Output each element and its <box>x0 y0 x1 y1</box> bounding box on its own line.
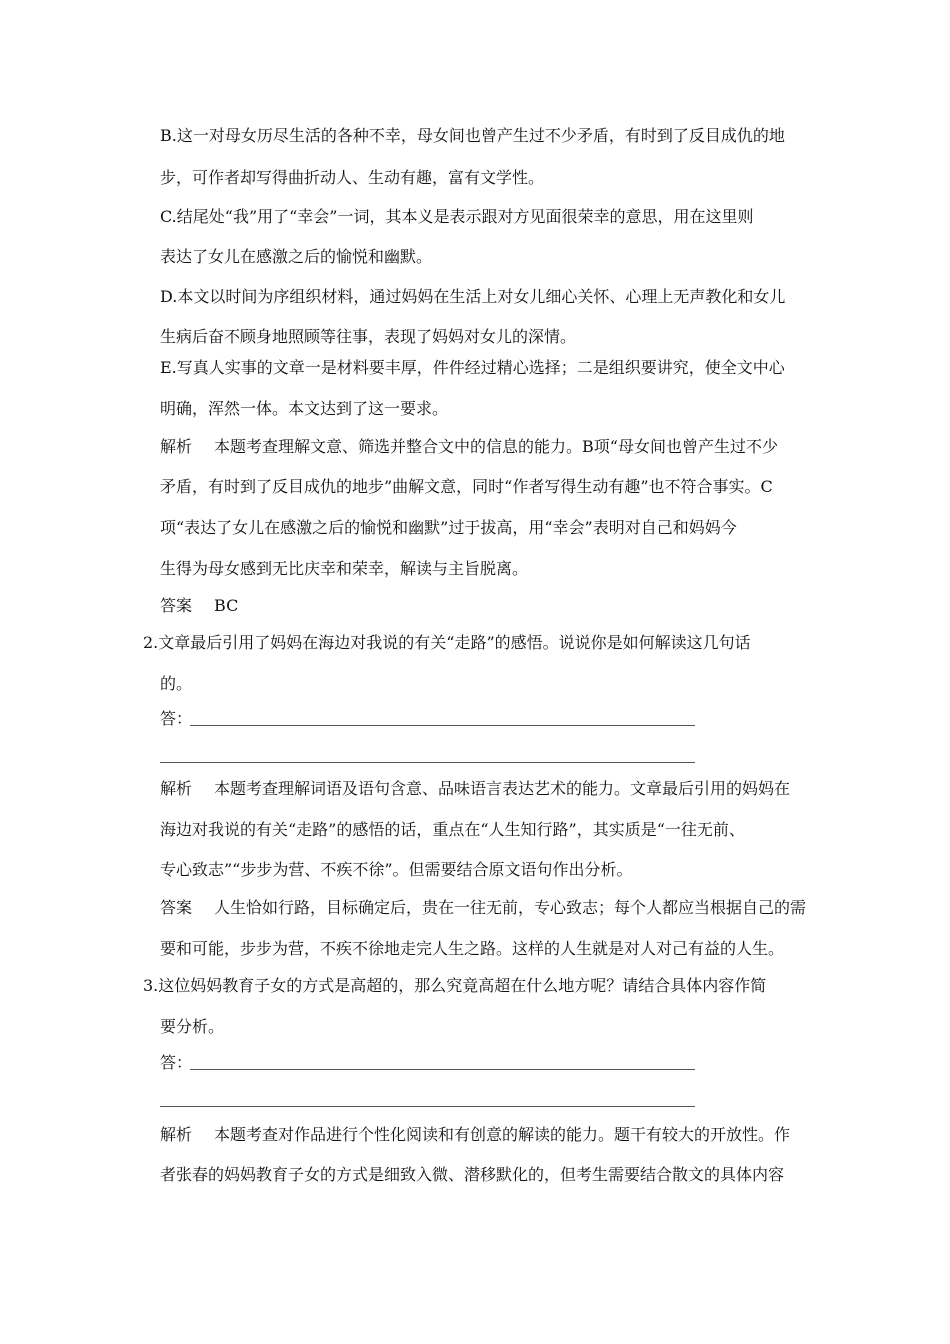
q2-answer-prompt: 答： <box>160 709 193 728</box>
q1-answer <box>160 596 238 616</box>
option-e-line-2: 明确，浑然一体。本文达到了这一要求。 <box>160 399 449 418</box>
option-d-line-2: 生病后奋不顾身地照顾等往事，表现了妈妈对女儿的深情。 <box>160 327 577 346</box>
q3-answer-line-1[interactable] <box>190 1069 695 1070</box>
analysis-label: 解析 <box>160 1125 193 1144</box>
q1-analysis-line-1 <box>160 437 778 457</box>
option-c-line-1: C.结尾处“我”用了“幸会”一词，其本义是表示跟对方见面很荣幸的意思，用在这里则 <box>160 207 754 226</box>
q1-analysis-line-4: 生得为母女感到无比庆幸和荣幸，解读与主旨脱离。 <box>160 559 529 578</box>
analysis-text: 本题考查理解文意、筛选并整合文中的信息的能力。B项“母女间也曾产生过不少 <box>214 437 778 456</box>
option-b-line-1: B.这一对母女历尽生活的各种不幸，母女间也曾产生过不少矛盾，有时到了反目成仇的地 <box>160 126 785 145</box>
q3-analysis-line-1 <box>160 1125 790 1145</box>
option-b-line-2: 步，可作者却写得曲折动人、生动有趣，富有文学性。 <box>160 168 545 187</box>
q2-analysis-line-2: 海边对我说的有关“走路”的感悟的话，重点在“人生知行路”，其实质是“一往无前、 <box>160 820 745 839</box>
q3-answer-prompt: 答： <box>160 1053 193 1072</box>
question-3-line-1: 3.这位妈妈教育子女的方式是高超的，那么究竟高超在什么地方呢？请结合具体内容作简 <box>143 976 767 995</box>
q1-analysis-line-2: 矛盾，有时到了反目成仇的地步”曲解文意，同时“作者写得生动有趣”也不符合事实。C <box>160 477 773 496</box>
q2-answer-line-a <box>160 898 806 918</box>
q2-answer-line-1[interactable] <box>190 725 695 726</box>
q1-analysis-line-3: 项“表达了女儿在感激之后的愉悦和幽默”过于拔高，用“幸会”表明对自己和妈妈今 <box>160 518 737 537</box>
question-3-line-2: 要分析。 <box>160 1017 225 1036</box>
q2-analysis-line-3: 专心致志”“步步为营、不疾不徐”。但需要结合原文语句作出分析。 <box>160 860 633 879</box>
analysis-text: 本题考查理解词语及语句含意、品味语言表达艺术的能力。文章最后引用的妈妈在 <box>214 779 791 798</box>
answer-label: 答案 <box>160 898 193 917</box>
analysis-text: 本题考查对作品进行个性化阅读和有创意的解读的能力。题干有较大的开放性。作 <box>214 1125 791 1144</box>
option-c-line-2: 表达了女儿在感激之后的愉悦和幽默。 <box>160 247 433 266</box>
q3-answer-line-2[interactable] <box>160 1106 695 1107</box>
q2-answer-line-b: 要和可能，步步为营，不疾不徐地走完人生之路。这样的人生就是对人对己有益的人生。 <box>160 939 785 958</box>
question-2-line-2: 的。 <box>160 674 193 693</box>
answer-label: 答案 <box>160 596 193 615</box>
answer-text: BC <box>214 596 239 615</box>
option-e-line-1: E.写真人实事的文章一是材料要丰厚，件件经过精心选择；二是组织要讲究，使全文中心 <box>160 358 785 377</box>
analysis-label: 解析 <box>160 779 193 798</box>
q2-answer-line-2[interactable] <box>160 762 695 763</box>
q2-analysis-line-1 <box>160 779 790 799</box>
question-2-line-1: 2.文章最后引用了妈妈在海边对我说的有关“走路”的感悟。说说你是如何解读这几句话 <box>143 633 751 652</box>
q3-analysis-line-2: 者张春的妈妈教育子女的方式是细致入微、潜移默化的，但考生需要结合散文的具体内容 <box>160 1165 785 1184</box>
answer-text: 人生恰如行路，目标确定后，贵在一往无前，专心致志；每个人都应当根据自己的需 <box>214 898 807 917</box>
analysis-label: 解析 <box>160 437 193 456</box>
option-d-line-1: D.本文以时间为序组织材料，通过妈妈在生活上对女儿细心关怀、心理上无声教化和女儿 <box>160 287 786 306</box>
